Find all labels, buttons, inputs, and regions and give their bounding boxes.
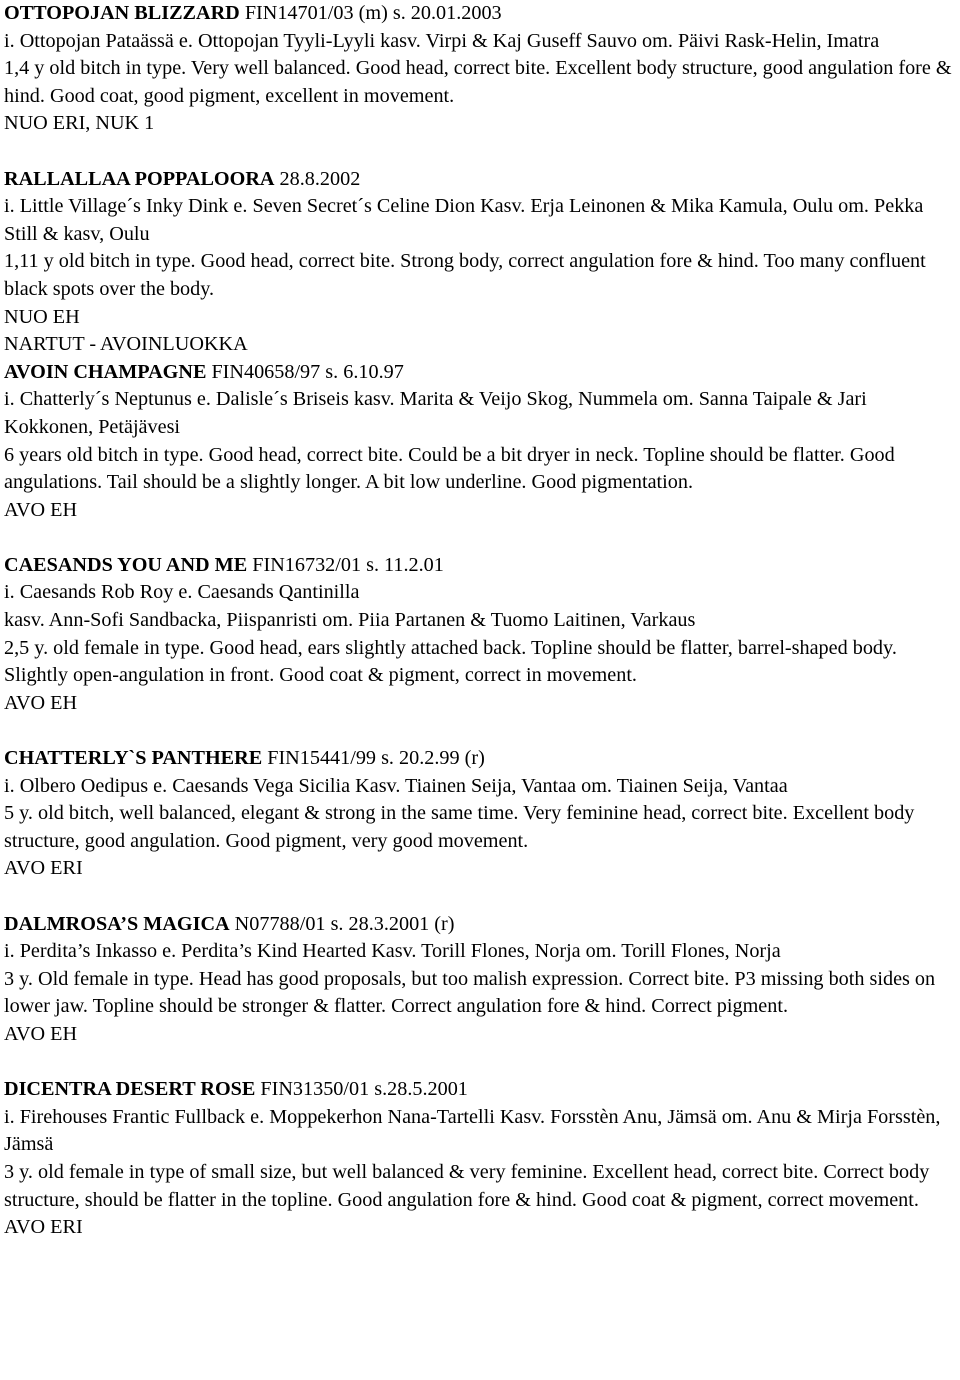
- parents-breeder-owner: i. Firehouses Frantic Fullback e. Moppekerhon Nana-Tartelli Kasv. Forsstèn Anu, Jämsä om. Anu & Mirja Forsstèn, Jämsä: [4, 1105, 941, 1156]
- entry-rallallaa-poppaloora: [4, 166, 956, 332]
- critique-text: 3 y. Old female in type. Head has good proposals, but too malish expression. Correct bite. P3 missing both sides on lower jaw. Topline should be stronger & flatter. Correct angulation fore & hind. Correct pigment.: [4, 967, 936, 1018]
- award-result: AVO EH: [4, 498, 78, 521]
- registration-info: 28.8.2002: [274, 167, 361, 190]
- dog-name: AVOIN CHAMPAGNE: [4, 360, 207, 383]
- registration-info: FIN15441/99 s. 20.2.99 (r): [262, 747, 485, 770]
- entry-title-line: [4, 911, 956, 939]
- award-result: NUO EH: [4, 305, 80, 328]
- dog-name: RALLALLAA POPPALOORA: [4, 167, 275, 190]
- entry-dicentra-desert-rose: [4, 1076, 956, 1242]
- award-result: AVO EH: [4, 691, 78, 714]
- registration-info: FIN40658/97 s. 6.10.97: [206, 360, 404, 383]
- critique-text: 2,5 y. old female in type. Good head, ears slightly attached back. Topline should be flatter, barrel-shaped body. Slightly open-angulation in front. Good coat & pigment, correct in movement.: [4, 636, 897, 687]
- entry-ottopojan-blizzard: [4, 0, 956, 138]
- award-result: AVO ERI: [4, 857, 83, 880]
- parents-breeder-owner: i. Perdita’s Inkasso e. Perdita’s Kind Hearted Kasv. Torill Flones, Norja om. Torill Flones, Norja: [4, 940, 781, 963]
- award-result: AVO EH: [4, 1022, 78, 1045]
- entry-title-line: [4, 359, 956, 387]
- registration-info: FIN31350/01 s.28.5.2001: [255, 1078, 468, 1101]
- registration-info: N07788/01 s. 28.3.2001 (r): [229, 912, 455, 935]
- entry-title-line: [4, 166, 956, 194]
- parents-breeder-owner: i. Olbero Oedipus e. Caesands Vega Sicilia Kasv. Tiainen Seija, Vantaa om. Tiainen Seija, Vantaa: [4, 774, 788, 797]
- critique-text: 1,11 y old bitch in type. Good head, correct bite. Strong body, correct angulation fore & hind. Too many confluent black spots over the body.: [4, 250, 926, 300]
- document-page: [4, 0, 956, 1242]
- entry-chatterlys-panthere: [4, 745, 956, 883]
- dog-name: DICENTRA DESERT ROSE: [4, 1078, 256, 1101]
- dog-name: DALMROSA’S MAGICA: [4, 912, 230, 935]
- entry-avoin-champagne: [4, 359, 956, 525]
- registration-info: FIN16732/01 s. 11.2.01: [247, 553, 444, 576]
- entry-caesands-you-and-me: [4, 552, 956, 718]
- entry-dalmrosas-magica: [4, 911, 956, 1049]
- critique-text: 3 y. old female in type of small size, but well balanced & very feminine. Excellent head, correct bite. Correct body structure, should be flatter in the topline. Good angulation fore & hind. Good coat & pigment, correct movement.: [4, 1160, 930, 1211]
- dog-name: CAESANDS YOU AND ME: [4, 553, 248, 576]
- parents-breeder-owner: i. Little Village´s Inky Dink e. Seven Secret´s Celine Dion Kasv. Erja Leinonen & Mika Kamula, Oulu om. Pekka Still & kasv, Oulu: [4, 195, 924, 245]
- dog-name: CHATTERLY`S PANTHERE: [4, 747, 263, 770]
- registration-info: FIN14701/03 (m) s. 20.01.2003: [239, 2, 502, 24]
- parents-breeder-owner: i. Chatterly´s Neptunus e. Dalisle´s Briseis kasv. Marita & Veijo Skog, Nummela om. Sanna Taipale & Jari Kokkonen, Petäjävesi: [4, 388, 867, 438]
- entry-title-line: [4, 1076, 956, 1104]
- breeder-owner-line: kasv. Ann-Sofi Sandbacka, Piispanristi om. Piia Partanen & Tuomo Laitinen, Varkaus: [4, 609, 696, 632]
- entry-title-line: [4, 0, 956, 28]
- section-heading: NARTUT - AVOINLUOKKA: [4, 333, 248, 356]
- critique-text: 5 y. old bitch, well balanced, elegant & strong in the same time. Very feminine head, correct bite. Excellent body structure, good angulation. Good pigment, very good movement.: [4, 802, 915, 852]
- critique-text: 1,4 y old bitch in type. Very well balanced. Good head, correct bite. Excellent body structure, good angulation fore & hind. Good coat, good pigment, excellent in movement.: [4, 57, 952, 107]
- parents-line: i. Caesands Rob Roy e. Caesands Qantinilla: [4, 581, 360, 604]
- entry-title-line: [4, 552, 956, 580]
- critique-text: 6 years old bitch in type. Good head, correct bite. Could be a bit dryer in neck. Topline should be flatter. Good angulations. Tail should be a slightly longer. A bit low underline. Good pigmentation.: [4, 443, 895, 494]
- award-result: AVO ERI: [4, 1216, 83, 1239]
- award-result: NUO ERI, NUK 1: [4, 112, 155, 135]
- entry-title-line: [4, 745, 956, 773]
- dog-name: OTTOPOJAN BLIZZARD: [4, 2, 240, 24]
- parents-breeder-owner: i. Ottopojan Pataässä e. Ottopojan Tyyli-Lyyli kasv. Virpi & Kaj Guseff Sauvo om. Päivi Rask-Helin, Imatra: [4, 29, 880, 52]
